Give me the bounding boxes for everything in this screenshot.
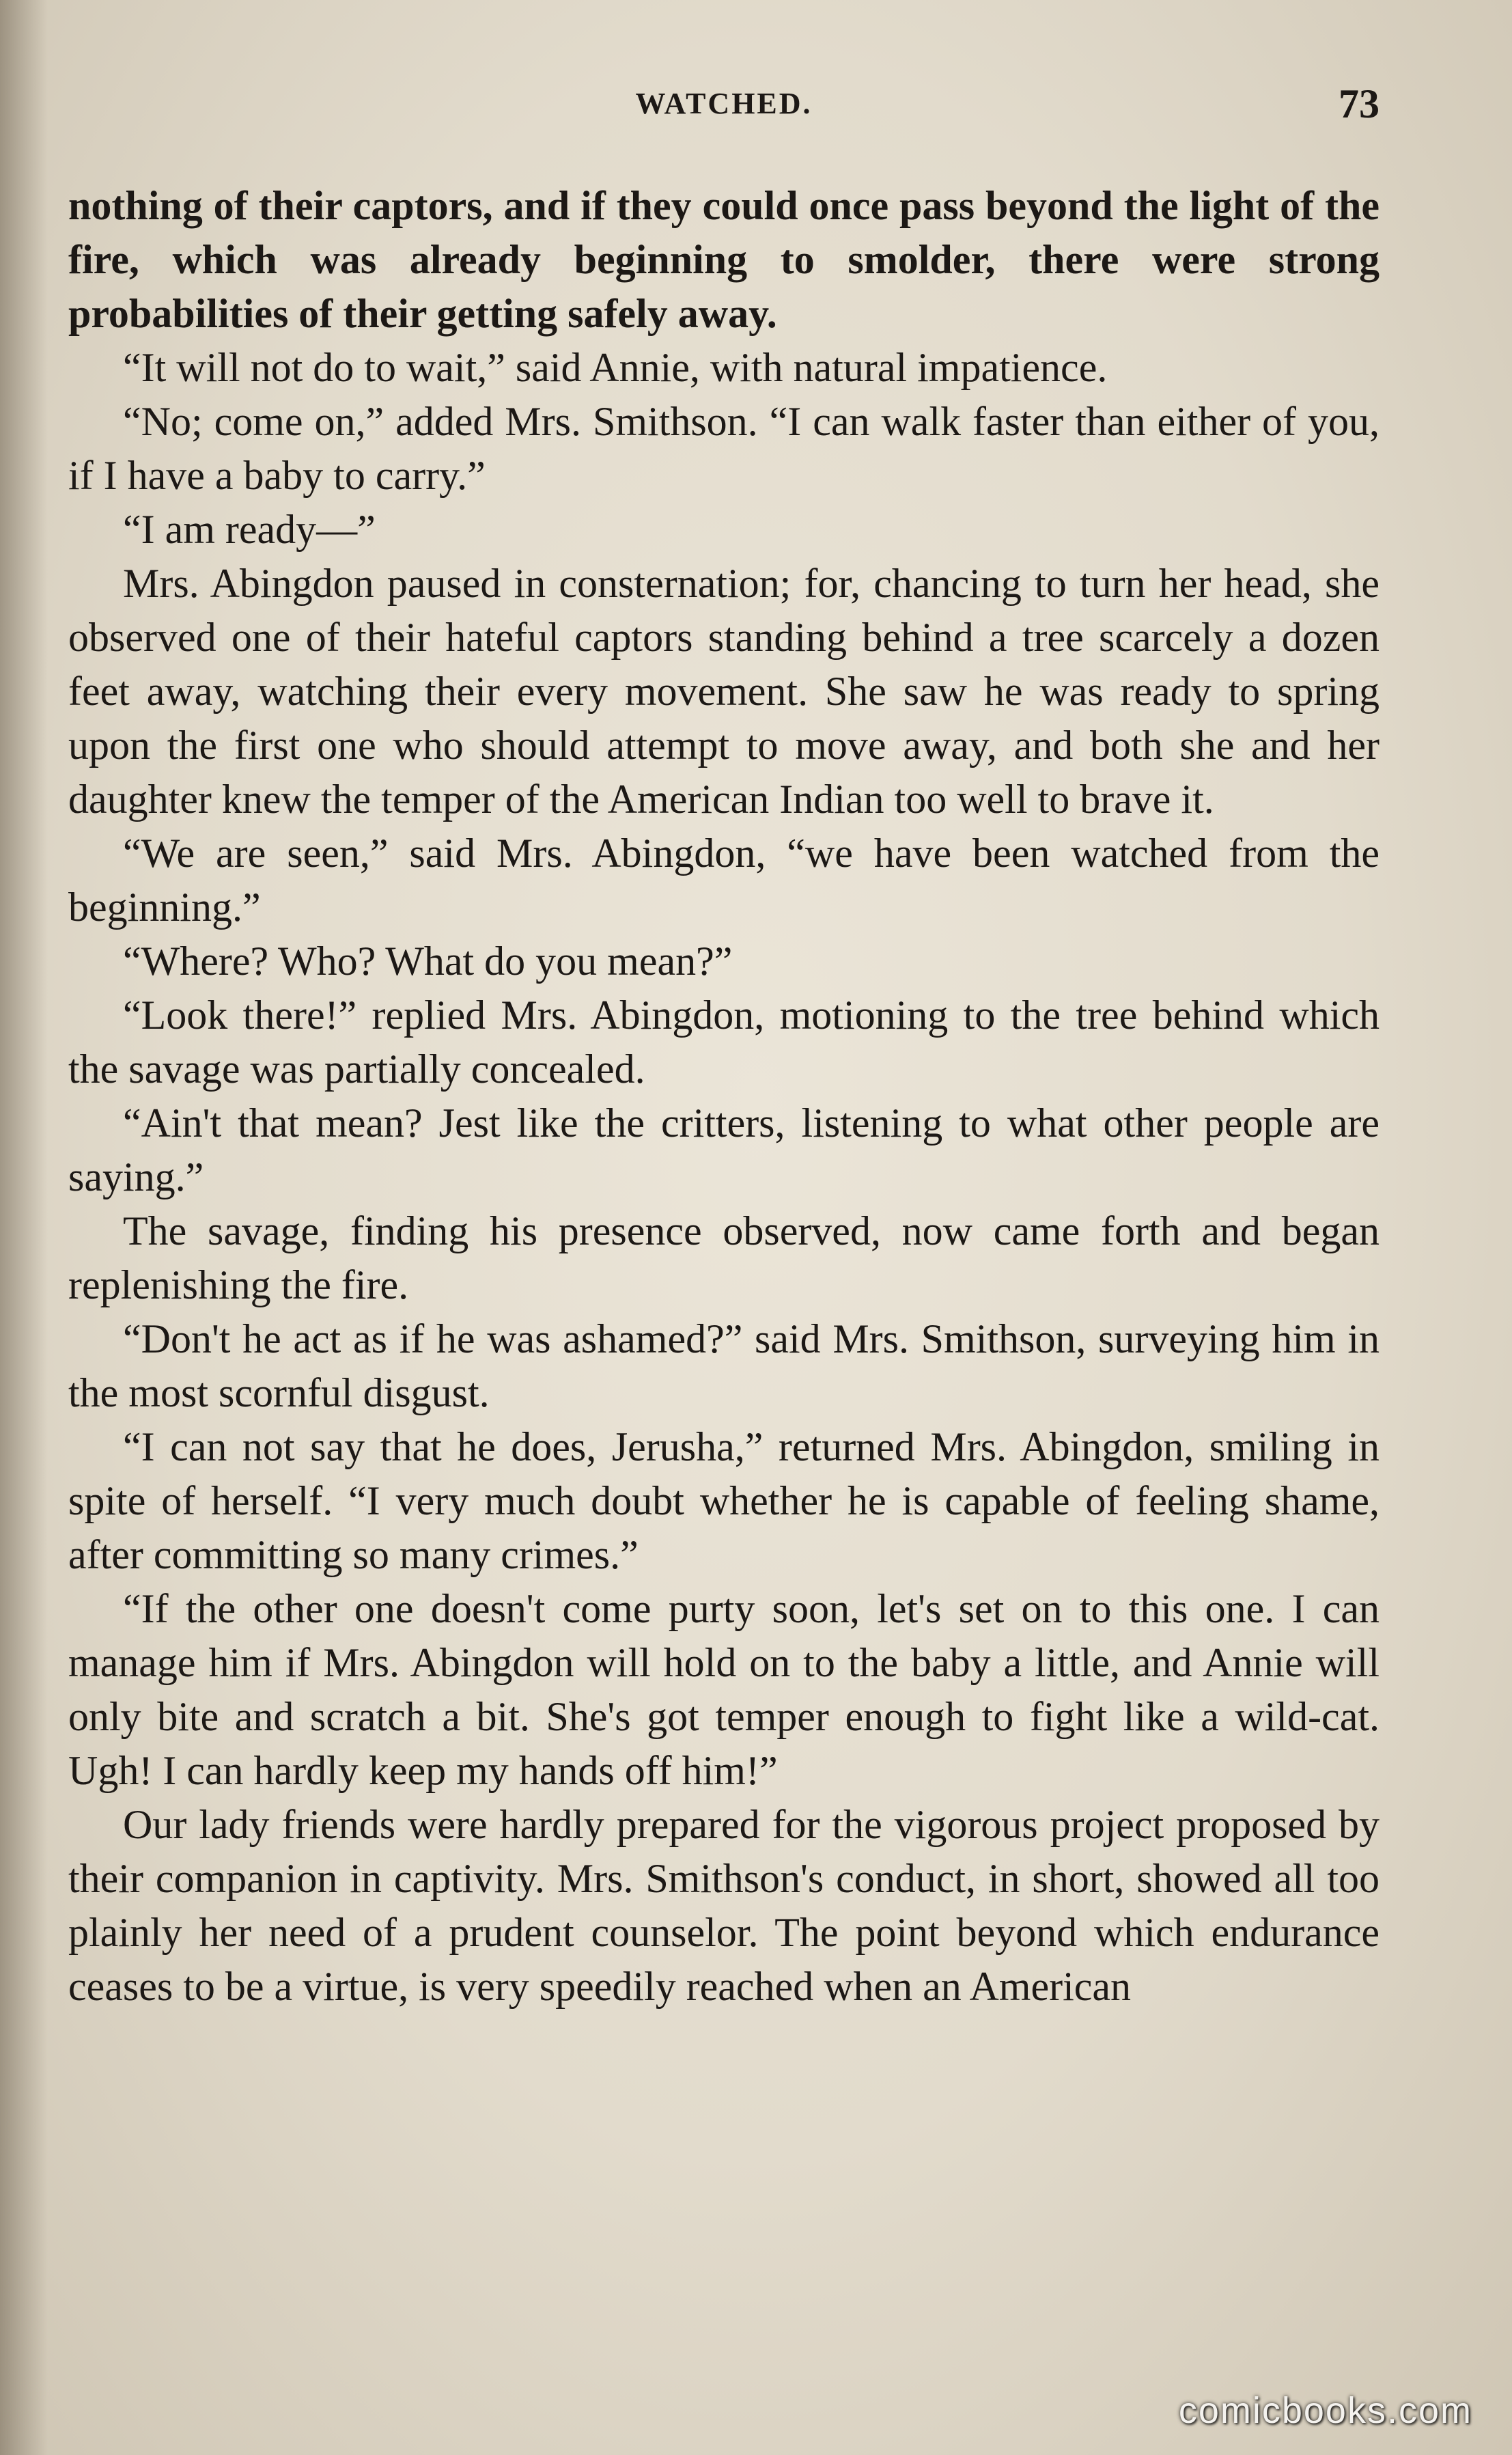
paragraph: “Look there!” replied Mrs. Abingdon, motioning to the tree behind which the savage was partially concealed. [68, 993, 1380, 1092]
paragraph: “Don't he act as if he was ashamed?” said Mrs. Smithson, surveying him in the most scornful disgust. [68, 1316, 1380, 1415]
page-number: 73 [1339, 81, 1380, 126]
paragraph: Mrs. Abingdon paused in consternation; for, chancing to turn her head, she observed one of their hateful captors standing behind a tree scarcely a dozen feet away, watching their every movement. She saw he was ready to spring upon the first one who should attempt to move away, and both she and her daughter knew the temper of the American Indian too well to brave it. [68, 561, 1380, 822]
paragraph: “If the other one doesn't come purty soon, let's set on to this one. I can manage him if Mrs. Abingdon will hold on to the baby a little, and Annie will only bite and scratch a bit. She's got temper enough to fight like a wild-cat. Ugh! I can hardly keep my hands off him!” [68, 1586, 1380, 1793]
page-body [68, 179, 1380, 2014]
paragraph: “We are seen,” said Mrs. Abingdon, “we have been watched from the beginning.” [68, 831, 1380, 930]
page-gutter-shadow [0, 0, 48, 2455]
source-watermark: comicbooks.com [1178, 2390, 1472, 2431]
running-head: WATCHED. [635, 87, 813, 120]
paragraph: “Ain't that mean? Jest like the critters, listening to what other people are saying.” [68, 1100, 1380, 1199]
paragraph: “Where? Who? What do you mean?” [123, 939, 733, 984]
paragraph: “I can not say that he does, Jerusha,” returned Mrs. Abingdon, smiling in spite of herself. “I very much doubt whether he is capable of feeling shame, after committing so many crimes.” [68, 1424, 1380, 1577]
page-header [68, 77, 1380, 131]
paragraph: Our lady friends were hardly prepared for the vigorous project proposed by their companion in captivity. Mrs. Smithson's conduct, in short, showed all too plainly her need of a prudent counselor. The point beyond which endurance ceases to be a virtue, is very speedily reached when an American [68, 1802, 1380, 2009]
paragraph: “It will not do to wait,” said Annie, with natural impatience. [123, 345, 1108, 390]
paragraph: “I am ready—” [123, 507, 376, 552]
paragraph: The savage, finding his presence observed, now came forth and began replenishing the fire. [68, 1208, 1380, 1307]
paragraph: “No; come on,” added Mrs. Smithson. “I can walk faster than either of you, if I have a baby to carry.” [68, 399, 1380, 498]
paragraph: nothing of their captors, and if they could once pass beyond the light of the fire, which was already beginning to smolder, there were strong probabilities of their getting safely away. [68, 183, 1380, 336]
